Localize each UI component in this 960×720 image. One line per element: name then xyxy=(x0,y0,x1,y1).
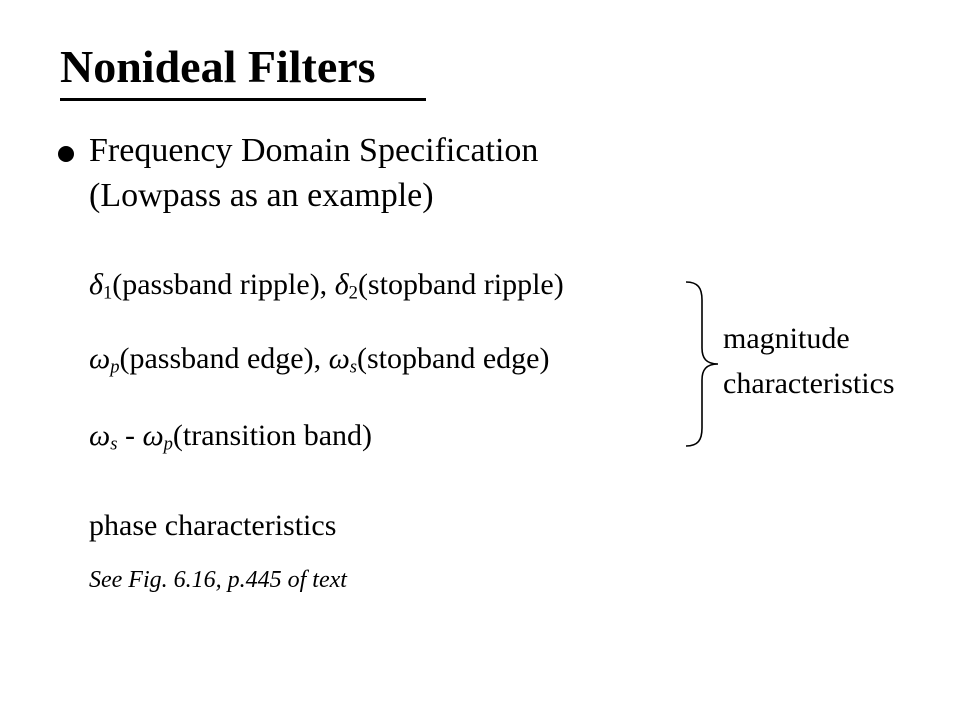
slide-title: Nonideal Filters xyxy=(60,41,376,92)
omega-p-symbol: ω xyxy=(89,342,111,375)
bullet-dot-icon xyxy=(58,146,74,162)
omega-s-symbol: ω xyxy=(328,342,350,375)
omega-s-subscript: s xyxy=(349,356,358,378)
omega-s-subscript: s xyxy=(110,433,118,455)
transition-band-text: (transition band) xyxy=(172,419,373,452)
stopband-edge-text: (stopband edge) xyxy=(357,342,550,375)
figure-reference-note: See Fig. 6.16, p.445 of text xyxy=(89,567,347,593)
edge-spec-line xyxy=(89,342,550,378)
omega-p-subscript: p xyxy=(110,356,120,378)
brace-label-line1: magnitude xyxy=(723,322,850,355)
delta1-symbol: δ xyxy=(89,268,103,301)
bullet-text-line1: Frequency Domain Specification xyxy=(89,132,539,169)
bullet-text-line2: (Lowpass as an example) xyxy=(89,177,434,214)
omega-p-subscript: p xyxy=(163,433,173,455)
omega-p-symbol: ω xyxy=(142,419,164,452)
ripple-spec-line xyxy=(89,268,564,304)
omega-s-symbol: ω xyxy=(89,419,111,452)
transition-band-line xyxy=(89,419,373,455)
passband-ripple-text: (passband ripple), xyxy=(112,268,335,301)
delta2-subscript: 2 xyxy=(348,282,358,304)
brace-label-line2: characteristics xyxy=(723,367,895,400)
delta1-subscript: 1 xyxy=(102,282,113,304)
right-curly-brace-icon xyxy=(684,280,720,448)
phase-characteristics-label: phase characteristics xyxy=(89,509,337,542)
delta2-symbol: δ xyxy=(334,268,349,301)
stopband-ripple-text: (stopband ripple) xyxy=(357,268,564,301)
minus-operator: - xyxy=(117,419,143,452)
passband-edge-text: (passband edge), xyxy=(119,342,329,375)
title-underline xyxy=(60,98,426,101)
